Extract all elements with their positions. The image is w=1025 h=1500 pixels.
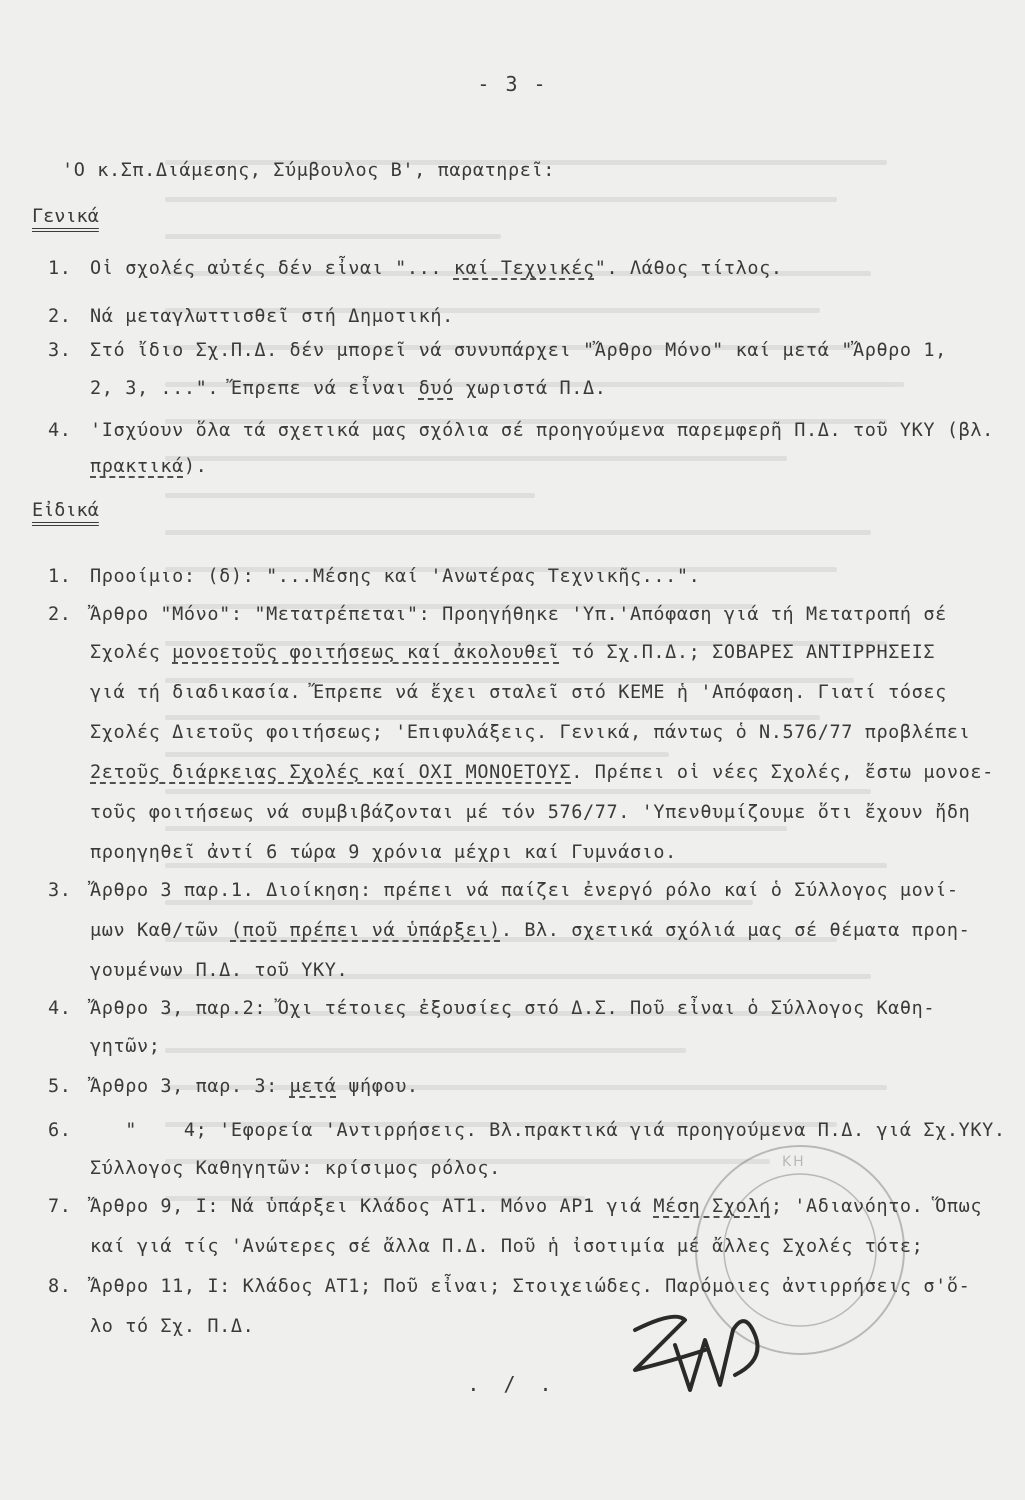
list-item-continuation: καί γιά τίς 'Ανώτερες σέ ἄλλα Π.Δ. Ποῦ ἡ ἰσοτιμία μέ ἄλλες Σχολές τότε; bbox=[90, 1236, 924, 1257]
item-number: 3. bbox=[48, 340, 72, 361]
intro-line: 'Ο κ.Σπ.Διάμεσης, Σύμβουλος Β', παρατηρεῖ: bbox=[62, 160, 555, 181]
list-item-continuation: προηγηθεῖ ἀντί 6 τώρα 9 χρόνια μέχρι καί Γυμνάσιο. bbox=[90, 842, 677, 863]
page-number: - 3 - bbox=[477, 72, 548, 96]
list-item-continuation: 2, 3, ...". Ἔπρεπε νά εἶναι δυό χωριστά Π.Δ. bbox=[90, 378, 607, 399]
list-item-continuation: Σχολές Διετοῦς φοιτήσεως; 'Επιφυλάξεις. Γενικά, πάντως ὁ Ν.576/77 προβλέπει bbox=[90, 722, 971, 743]
list-item: 2. Νά μεταγλωττισθεῖ στή Δημοτική. bbox=[48, 306, 454, 327]
list-item: 7. Ἄρθρο 9, Ι: Νά ὑπάρξει Κλάδος ΑΤ1. Μόνο ΑΡ1 γιά Μέση Σχολή; 'Αδιανόητο. Ὅπως bbox=[48, 1196, 983, 1217]
item-number: 6. bbox=[48, 1120, 72, 1141]
list-item-continuation: γητῶν; bbox=[90, 1036, 161, 1057]
specific-heading: Εἰδικά bbox=[32, 500, 99, 521]
item-number: 7. bbox=[48, 1196, 72, 1217]
list-item: 2. Ἄρθρο "Μόνο": "Μετατρέπεται": Προηγήθηκε 'Υπ.'Απόφαση γιά τή Μετατροπή σέ bbox=[48, 604, 947, 625]
item-number: 2. bbox=[48, 604, 72, 625]
list-item-continuation: πρακτικά). bbox=[90, 456, 208, 477]
item-number: 5. bbox=[48, 1076, 72, 1097]
list-item-continuation: Σχολές μονοετοῦς φοιτήσεως καί ἀκολουθεῖ τό Σχ.Π.Δ.; ΣΟΒΑΡΕΣ ΑΝΤΙΡΡΗΣΕΙΣ bbox=[90, 642, 936, 663]
item-number: 4. bbox=[48, 998, 72, 1019]
list-item: 4. 'Ισχύουν ὅλα τά σχετικά μας σχόλια σέ προηγούμενα παρεμφερῆ Π.Δ. τοῦ ΥΚΥ (βλ. bbox=[48, 420, 994, 441]
list-item: 8. Ἄρθρο 11, Ι: Κλάδος ΑΤ1; Ποῦ εἶναι; Στοιχειώδες. Παρόμοιες ἀντιρρήσεις σ'ὅ- bbox=[48, 1276, 971, 1297]
list-item-continuation: 2ετοῦς διάρκειας Σχολές καί ΟΧΙ ΜΟΝΟΕΤΟΥΣ. Πρέπει οἱ νέες Σχολές, ἔστω μονοε- bbox=[90, 762, 994, 783]
general-heading: Γενικά bbox=[32, 206, 99, 227]
list-item-continuation: λο τό Σχ. Π.Δ. bbox=[90, 1316, 255, 1337]
item-number: 2. bbox=[48, 306, 72, 327]
list-item-continuation: μων Καθ/τῶν (ποῦ πρέπει νά ὑπάρξει). Βλ. σχετικά σχόλιά μας σέ θέματα προη- bbox=[90, 920, 971, 941]
list-item-continuation: Σύλλογος Καθηγητῶν: κρίσιμος ρόλος. bbox=[90, 1158, 501, 1179]
list-item-continuation: γιά τή διαδικασία. Ἔπρεπε νά ἔχει σταλεῖ στό ΚΕΜΕ ἡ 'Απόφαση. Γιατί τόσες bbox=[90, 682, 947, 703]
item-number: 3. bbox=[48, 880, 72, 901]
item-number: 4. bbox=[48, 420, 72, 441]
item-number: 1. bbox=[48, 258, 72, 279]
item-number: 8. bbox=[48, 1276, 72, 1297]
page-continuation-mark: . / . bbox=[467, 1372, 558, 1396]
list-item: 1. Οἱ σχολές αὐτές δέν εἶναι "... καί Τεχνικές". Λάθος τίτλος. bbox=[48, 258, 783, 279]
list-item-continuation: τοῦς φοιτήσεως νά συμβιβάζονται μέ τόν 576/77. 'Υπενθυμίζουμε ὅτι ἔχουν ἤδη bbox=[90, 802, 971, 823]
list-item: 1. Προοίμιο: (δ): "...Μέσης καί 'Ανωτέρας Τεχνικῆς...". bbox=[48, 566, 701, 587]
list-item: 3. Ἄρθρο 3 παρ.1. Διοίκηση: πρέπει νά παίζει ἐνεργό ρόλο καί ὁ Σύλλογος μονί- bbox=[48, 880, 959, 901]
list-item-continuation: γουμένων Π.Δ. τοῦ ΥΚΥ. bbox=[90, 960, 349, 981]
stamp-text: ΚΗ bbox=[782, 1154, 806, 1170]
list-item: 5. Ἄρθρο 3, παρ. 3: μετά ψήφου. bbox=[48, 1076, 419, 1097]
list-item: 3. Στό ἴδιο Σχ.Π.Δ. δέν μπορεῖ νά συνυπάρχει "Ἄρθρο Μόνο" καί μετά "Ἄρθρο 1, bbox=[48, 340, 947, 361]
list-item: 6. " 4; 'Εφορεία 'Αντιρρήσεις. Βλ.πρακτικά γιά προηγούμενα Π.Δ. γιά Σχ.ΥΚΥ. bbox=[48, 1120, 1006, 1141]
list-item: 4. Ἄρθρο 3, παρ.2: Ὄχι τέτοιες ἐξουσίες στό Δ.Σ. Ποῦ εἶναι ὁ Σύλλογος Καθη- bbox=[48, 998, 936, 1019]
item-number: 1. bbox=[48, 566, 72, 587]
